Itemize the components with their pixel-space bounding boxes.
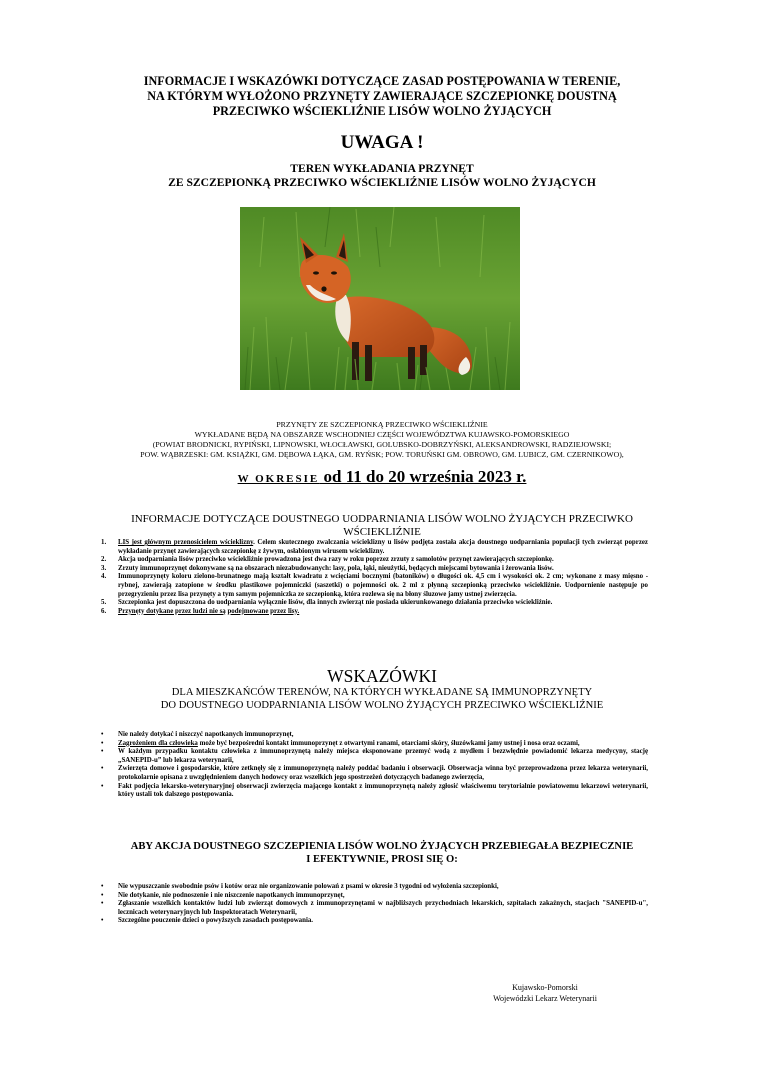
areas-line-3: (POWIAT BRODNICKI, RYPIŃSKI, LIPNOWSKI, WŁOCŁAWSKI, GOLUBSKO-DOBRZYŃSKI, ALEKSANDROWSKI, RADZIEJOWSKI;: [152, 440, 612, 449]
request-item: • Szczególne pouczenie dzieci o powyższych zasadach postępowania.: [101, 917, 314, 925]
info-item: 5. Szczepionka jest dopuszczona do uodparniania wyłącznie lisów, dla innych zwierząt nie posiada ukierunkowanego działania przeciwko wściekliźnie.: [101, 599, 553, 607]
tips-heading: WSKAZÓWKI: [327, 666, 437, 686]
bullet: •: [101, 748, 104, 756]
info-item: 6. Przynęty dotykane przez ludzi nie są podejmowane przez lisy.: [101, 607, 300, 615]
header-line-1: INFORMACJE I WSKAZÓWKI DOTYCZĄCE ZASAD POSTĘPOWANIA W TERENIE,: [143, 74, 621, 88]
request-list: [101, 883, 648, 926]
info-list: [101, 539, 648, 616]
fox-photo: [240, 207, 520, 390]
info-item: 1. LIS jest głównym przenosicielem wścieklizny. Celem skutecznego zwalczania wścieklizny u lisów podjęta została akcja doustnego uodparniania populacji tych zwierząt poprzez wykładanie przynęt zawierających szczepionkę z żywym, osłabionym wirusem wścieklizny.: [101, 539, 648, 555]
bullet: •: [101, 900, 104, 908]
tips-item: • Zwierzęta domowe i gospodarskie, które zetknęły się z immunoprzynętą należy poddać badaniu i obserwacji. Obserwacja winna być przeprowadzona przez lekarza weterynarii, protokolarnie opisana z uwzględnieniem danych hodowcy oraz wszelkich jego spostrzeżeń dotyczących badanego zwierzęcia,: [101, 765, 648, 781]
header-line-2: NA KTÓRYM WYŁOŻONO PRZYNĘTY ZAWIERAJĄCE SZCZEPIONKĘ DOUSTNĄ: [147, 89, 617, 103]
tips-item: • Nie należy dotykać i niszczyć napotkanych immunoprzynęt,: [101, 731, 294, 738]
vaccination-areas: [40, 420, 724, 460]
bullet: •: [101, 765, 104, 773]
header-line-3: PRZECIWKO WŚCIEKLIŹNIE LISÓW WOLNO ŻYJĄCYCH: [212, 104, 552, 118]
request-item: • Nie wypuszczanie swobodnie psów i kotów oraz nie organizowanie polowań z psami w okresie 3 tygodni od wyłożenia szczepionki,: [101, 883, 499, 890]
signature-line-1: Kujawsko-Pomorski: [512, 983, 578, 992]
info-item: 2. Akcja uodparniania lisów przeciwko wściekliźnie prowadzona jest dwa razy w roku poprzez zrzuty z samolotów przynęt zawierających szczepionkę.: [101, 556, 554, 564]
period-dates: od 11 do 20 września 2023 r.: [319, 467, 527, 486]
tips-list: [101, 731, 648, 800]
bullet: •: [101, 739, 104, 747]
tips-subheading-line-2: DO DOUSTNEGO UODPARNIANIA LISÓW WOLNO ŻYJĄCYCH PRZECIWKO WŚCIEKLIŹNIE: [160, 699, 604, 711]
bullet: •: [101, 782, 104, 790]
signature-line-2: Wojewódzki Lekarz Weterynarii: [493, 993, 597, 1003]
info-title: INFORMACJE DOTYCZĄCE DOUSTNEGO UODPARNIANIA LISÓW WOLNO ŻYJĄCYCH PRZECIWKO WŚCIEKLIŹNIE: [131, 513, 633, 538]
tips-item: • Zagrożeniem dla człowieka może być bezpośredni kontakt immunoprzynęt z otwartymi ranami, otarciami skóry, śluzówkami jamy ustnej i nosa oraz oczami,: [101, 739, 580, 747]
signature-block: [470, 983, 620, 1004]
info-item-text: Szczepionka jest dopuszczona do uodparniania wyłącznie lisów, dla innych zwierząt nie posiada ukierunkowanego działania przeciwko wściekliźnie.: [118, 599, 553, 607]
tips-item: • W każdym przypadku kontaktu człowieka z immunoprzynętą należy miejsca eksponowane przemyć wodą z mydłem i bezzwłędnie powiadomić lekarza medycyny, stację „SANEPID-u” lub lekarza weterynarii,: [101, 748, 648, 764]
area-heading: [60, 162, 704, 190]
info-item: 4. Immunoprzynęty koloru zielono-brunatnego mają kształt kwadratu z wcięciami bocznymi (batoników) o długości ok. 4,5 cm i wysokości ok. 2 cm; wykonane z masy mięsno - rybnej, zawierają zatopione w środku plastikowe pojemniczki (saszetki) o pojemności ok. 2 ml z płynną szczepionką przeciwko wściekliźnie. Uodpornienie następuje po przegryzieniu przez lisa przynęty a tym samym pojemniczka ze szczepionką, która rozlewa się na błony śluzowe jamy ustnej zwierzęcia.: [101, 573, 648, 598]
info-item-text: Akcja uodparniania lisów przeciwko wściekliźnie prowadzona jest dwa razy w roku poprzez zrzuty z samolotów przynęt zawierających szczepionkę.: [118, 556, 554, 564]
vaccination-period: [0, 467, 764, 487]
tips-subheading-line-1: DLA MIESZKAŃCÓW TERENÓW, NA KTÓRYCH WYKŁADANE SĄ IMMUNOPRZYNĘTY: [171, 687, 593, 698]
areas-line-1: PRZYNĘTY ZE SZCZEPIONKĄ PRZECIWKO WŚCIEKLIŹNIE: [276, 420, 488, 429]
bullet: •: [101, 883, 104, 890]
info-item-text: Zrzuty immunoprzynęt dokonywane są na obszarach niezabudowanych: lasy, pola, łąki, nieużytki, będących miejscami bytowania i żerowania lisów.: [118, 564, 554, 572]
tips-subheading: [100, 687, 664, 712]
warning-heading: UWAGA !: [340, 132, 424, 153]
info-item-lead: Przynęty dotykane przez ludzi nie są podejmowane przez lisy.: [118, 607, 300, 615]
request-item: • Zgłaszanie wszelkich kontaktów ludzi lub zwierząt domowych z immunoprzynętami w najbliższych przychodniach lekarskich, szpitalach zakaźnych, stacjach "SANEPID-u", lecznicach weterynaryjnych lub Inspektoratach Weterynarii,: [101, 900, 648, 916]
request-heading: [100, 840, 664, 866]
areas-line-4: POW. WĄBRZESKI: GM. KSIĄŻKI, GM. DĘBOWA ŁĄKA, GM. RYŃSK; POW. TORUŃSKI GM. OBROWO, GM. LUBICZ, GM. CZERNIKOWO),: [140, 450, 624, 459]
bullet: •: [101, 731, 104, 738]
area-heading-line-2: ZE SZCZEPIONKĄ PRZECIWKO WŚCIEKLIŹNIE LISÓW WOLNO ŻYJĄCYCH: [168, 176, 596, 189]
info-item-text: . Celem skutecznego zwalczania wścieklizny u lisów podjęta została akcja doustnego uodparniania populacji tych zwierząt poprzez wykładanie przynęt zawierających szczepionkę z żywym, osłabionym wirusem wścieklizny.: [118, 539, 648, 555]
info-item-lead: LIS jest głównym przenosicielem wścieklizny: [118, 539, 254, 546]
period-prefix: W OKRESIE: [237, 473, 320, 485]
bullet: •: [101, 891, 104, 899]
areas-line-2: WYKŁADANE BĘDĄ NA OBSZARZE WSCHODNIEJ CZĘŚCI WOJEWÓDZTWA KUJAWSKO-POMORSKIEGO: [194, 430, 570, 439]
request-heading-line-1: ABY AKCJA DOUSTNEGO SZCZEPIENIA LISÓW WOLNO ŻYJĄCYCH PRZEBIEGAŁA BEZPIECZNIE: [130, 841, 634, 852]
request-item: • Nie dotykanie, nie podnoszenie i nie niszczenie napotkanych immunoprzynęt,: [101, 891, 345, 899]
area-heading-line-1: TEREN WYKŁADANIA PRZYNĘT: [290, 162, 474, 175]
bullet: •: [101, 917, 104, 925]
document-header: [60, 74, 704, 119]
info-item: 3. Zrzuty immunoprzynęt dokonywane są na obszarach niezabudowanych: lasy, pola, łąki, nieużytki, będących miejscami bytowania i żerowania lisów.: [101, 564, 554, 572]
tips-item: • Fakt podjęcia lekarsko-weterynaryjnej obserwacji zwierzęcia mającego kontakt z immunoprzynętą należy zgłosić właściwemu terytorialnie powiatowemu lekarzowi weterynarii, który ustali tok dalszego postępowania.: [101, 782, 648, 799]
info-item-text: Immunoprzynęty koloru zielono-brunatnego mają kształt kwadratu z wcięciami bocznymi (batoników) o długości ok. 4,5 cm i wysokości ok. 2 cm; wykonane z masy mięsno - rybnej, zawierają zatopione w środku plastikowe pojemniczki (saszetki) o pojemności ok. 2 ml z płynną szczepionką przeciwko wściekliźnie. Uodpornienie następuje po przegryzieniu przez lisa przynęty a tym samym pojemniczka ze szczepionką, która rozlewa się na błony śluzowe jamy ustnej zwierzęcia.: [118, 573, 648, 598]
request-heading-line-2: I EFEKTYWNIE, PROSI SIĘ O:: [306, 854, 458, 865]
